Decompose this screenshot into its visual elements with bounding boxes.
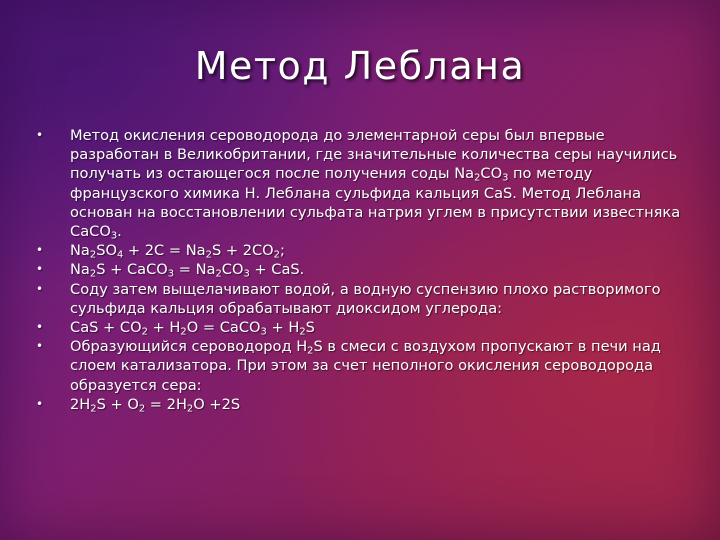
bullet-marker: • [36,339,44,354]
text-run: SO [96,242,117,260]
text-run: S в смеси с воздухом пропускают в печи над слоем катализатора. При этом за счет неполного окисления сероводорода образуется сера: [70,338,661,394]
bullet-text [70,242,285,259]
slide-title: Метод Леблана [194,44,526,88]
subscript: 2 [186,403,194,415]
bullet-text [70,281,661,317]
text-run: + H [147,319,181,337]
bullet-item [36,280,686,318]
bullet-marker: • [36,128,44,142]
bullet-marker: • [36,243,44,258]
subscript: 2 [205,249,212,261]
bullet-text [70,396,240,413]
subscript: 3 [167,268,175,280]
text-run: CO [221,261,244,279]
bullet-marker: • [36,262,44,277]
subscript: 2 [474,172,481,184]
text-run: + H [266,319,300,337]
text-run: + 2C = Na [123,242,206,260]
slide-content [36,126,686,414]
text-run: S [305,319,315,337]
bullet-item [36,337,686,395]
subscript: 3 [260,326,267,338]
subscript: 2 [180,326,187,338]
text-run: CaS + CO [70,319,142,337]
text-run: Na [70,242,90,260]
subscript: 3 [243,268,250,280]
subscript: 2 [273,249,280,261]
text-run: CO [480,165,503,183]
bullet-text [70,127,680,240]
bullet-text [70,338,661,393]
text-run: Образующийся сероводород H [70,338,308,356]
text-run: = Na [174,261,216,279]
bullet-text [70,319,315,336]
bullet-marker: • [36,320,44,335]
subscript: 2 [89,249,97,261]
text-run: S + O [96,395,139,413]
text-run: ; [279,242,285,260]
subscript: 3 [502,172,509,184]
subscript: 2 [89,268,97,280]
bullet-item [36,260,686,279]
subscript: 2 [90,403,97,415]
subscript: 3 [110,230,118,242]
subscript: 4 [116,249,124,261]
text-run: O = CaCO [186,319,261,337]
subscript: 2 [141,326,148,338]
bullet-item [36,126,686,241]
text-run: Метод окисления сероводорода до элементарной серы был впервые разработан в Великобритании, где значительные количества серы научились получать из остающегося после получения соды Na [70,127,678,183]
bullet-item [36,395,686,414]
subscript: 2 [307,345,314,357]
text-run: = 2H [145,395,187,413]
text-run: 2H [70,395,91,413]
text-run: S + CaCO [96,261,168,279]
bullet-marker: • [36,281,44,296]
text-run: . [117,223,122,241]
text-run: S + 2CO [211,242,274,260]
text-run: + CaS. [249,261,305,279]
subscript: 2 [215,268,222,280]
text-run: O +2S [193,395,241,413]
text-run: по методу французского химика Н. Леблана сульфида кальция CaS. Метод Леблана основан на восстановлении сульфата натрия углем в присутствии известняка CaCO [70,165,681,241]
bullet-marker: • [36,396,44,411]
bullet-item [36,241,686,260]
bullet-list [36,126,686,414]
subscript: 2 [299,326,306,338]
bullet-item [36,318,686,337]
bullet-text [70,261,304,278]
subscript: 2 [138,403,146,415]
text-run: Na [70,261,90,279]
text-run: Соду затем выщелачивают водой, а водную суспензию плохо растворимого сульфида кальция обрабатывают диоксидом углерода: [70,280,661,317]
